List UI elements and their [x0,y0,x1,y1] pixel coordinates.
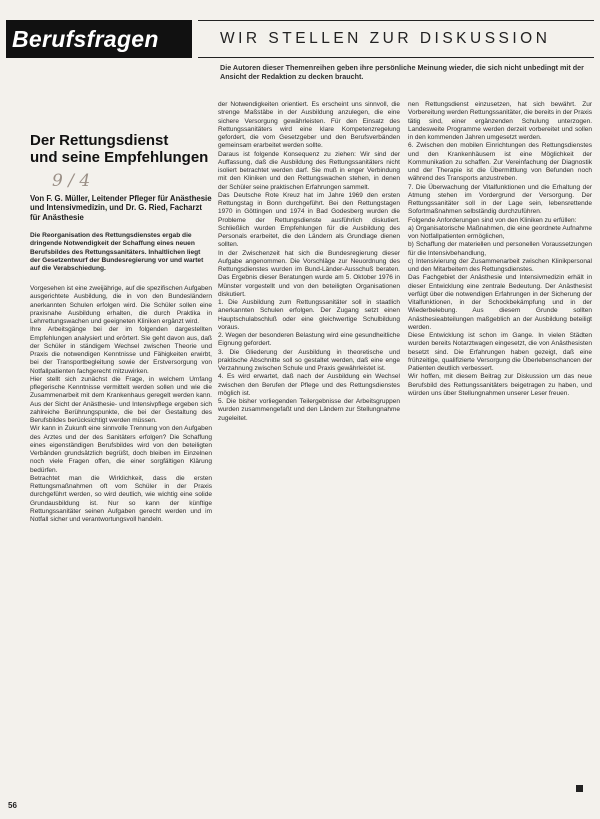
list-item: 1. Die Ausbildung zum Rettungssanitäter soll in staatlich anerkannten Schulen erfolgen. Der Zugang setzt einen Hauptschulabschluß oder eine gleichwertige Schulbildung voraus. [218,299,400,331]
section-label: Berufsfragen [6,20,192,58]
body-paragraph: Betrachtet man die Wirklichkeit, dass die ersten Rettungsmaßnahmen oft vom Schüler in der Praxis durchgeführt werden, so wird deutlich, wie wichtig eine solide Grundausbildung ist. Nur so kann der künftige Rettungssanitäter seinen Aufgaben gerecht werden und im Notfall sicher und verantwortungsvoll handeln. [30,474,212,524]
handwritten-note: 9 / 4 [52,171,91,191]
body-paragraph: Daraus ist folgende Konsequenz zu ziehen: Wir sind der Auffassung, daß die Ausbildung des Rettungssanitäters nicht isoliert betrachtet werden darf. Sie muß in enger Verbindung mit den Kliniken und den Rettungswachen stehen, in denen der Schüler seine praktischen Erfahrungen sammelt. [218,150,400,191]
end-of-article-marker [576,785,583,792]
body-paragraph: Diese Entwicklung ist schon im Gange. In vielen Städten wurden bereits Notarztwagen eingesetzt, die von Anästhesisten besetzt sind. Die Erfahrungen haben gezeigt, daß eine frühzeitige, qualifizierte Versorgung die Überlebenschancen der Patienten deutlich verbessert. [408,332,592,372]
body-paragraph: Das Fachgebiet der Anästhesie und Intensivmedizin erhält in dieser Entwicklung eine zentrale Bedeutung. Der Anästhesist verfügt über die notwendigen Erfahrungen in der Sicherung der Vitalfunktionen, in der Schockbekämpfung und in der Wiederbelebung. Aus diesem Grunde sollten Anästhesieabteilungen maßgeblich an der Ausbildung beteiligt werden. [408,274,592,331]
list-item: a) Organisatorische Maßnahmen, die eine geordnete Aufnahme von Notfallpatienten ermöglichen, [408,224,592,240]
list-item: 4. Es wird erwartet, daß nach der Ausbildung ein Wechsel zwischen den Berufen der Pflege und des Rettungsdienstes möglich ist. [218,373,400,397]
list-item: 5. Die bisher vorliegenden Teilergebnisse der Arbeitsgruppen wurden zusammengefaßt und den Ländern zur Stellungnahme zugeleitet. [218,398,400,422]
body-paragraph: Wir hoffen, mit diesem Beitrag zur Diskussion um das neue Berufsbild des Rettungssanitäters beigetragen zu haben, und würden uns über Stellungnahmen unserer Leser freuen. [408,373,592,397]
body-paragraph: Das Deutsche Rote Kreuz hat im Jahre 1969 den ersten Rettungstag in Bonn durchgeführt. Bei den Rettungstagen 1970 in Göttingen und 1974 in Bad Godesberg wurden die Probleme der Rettungsdienste ausführlich diskutiert. Schließlich wurden Empfehlungen für die Ausbildung des Personals erarbeitet, die den Ländern als Grundlage dienen sollten. [218,191,400,249]
article-abstract: Die Reorganisation des Rettungsdienstes ergab die dringende Notwendigkeit der Schaffung eines neuen Berufsbildes des Rettungssanitäters. Inhaltlichen liegt der Gesetzentwurf der Bundesregierung vor und wartet auf die Verabschiedung. [30,232,204,273]
body-paragraph: nen Rettungsdienst einzusetzen, hat sich bewährt. Zur Vorbereitung werden Rettungssanitäter, die bereits in der Praxis tätig sind, einer ergänzenden Schulung unterzogen. Landesweite Programme werden derzeit vorbereitet und sollen in den kommenden Jahren umgesetzt werden. [408,101,592,141]
list-item: 3. Die Gliederung der Ausbildung in theoretische und praktische Abschnitte soll so gestaltet werden, daß eine enge Verzahnung zwischen Schule und Praxis gewährleistet ist. [218,348,400,372]
middle-column [218,101,400,423]
left-column-body [30,285,212,524]
body-paragraph: Wir kann in Zukunft eine sinnvolle Trennung von den Aufgaben des Arztes und der des Sanitäters erfolgen? Die Schaffung eines eigenständigen Berufsbildes wird von den beteiligten Verbänden grundsätzlich begrüßt, doch bleiben im Einzelnen noch viele Fragen offen, die einer sorgfältigen Klärung bedürfen. [30,425,212,474]
body-paragraph: Vorgesehen ist eine zweijährige, auf die spezifischen Aufgaben ausgerichtete Ausbildung, die in von den Bundesländern anerkannten Schulen erfolgen wird. Die Schüler sollen eine praxisnahe Ausbildung erhalten, die durch Praktika in Lehrrettungswachen und geeigneten Kliniken ergänzt wird. [30,285,212,326]
author-byline: Von F. G. Müller, Leitender Pfleger für Anästhesie und Intensivmedizin, und Dr. G. Ried, Facharzt für Anästhesie [30,194,212,222]
list-item: b) Schaffung der materiellen und personellen Voraussetzungen für die Intensivbehandlung, [408,241,592,257]
page-header [6,20,594,58]
article-title-line1: Der Rettungsdienst [30,132,169,149]
article-title [30,132,212,166]
list-item: c) Intensivierung der Zusammenarbeit zwischen Klinikpersonal und den Mitarbeitern des Rettungsdienstes. [408,257,592,273]
list-item: 2. Wegen der besonderen Belastung wird eine gesundheitliche Eignung gefordert. [218,332,400,348]
body-paragraph: der Notwendigkeiten orientiert. Es erscheint uns sinnvoll, die strenge Maßstäbe in der Ausbildung anzulegen, die eine sichere Versorgung gewährleisten. Für den Einsatz des Rettungssanitäters wird eine klare Kompetenzregelung gefordert, die vom Gesetzgeber und den Berufsverbänden gemeinsam erarbeitet werden sollte. [218,101,400,150]
body-paragraph: 6. Zwischen den mobilen Einrichtungen des Rettungsdienstes und den Krankenhäusern ist eine Möglichkeit der Kommunikation zu schaffen. Zur Vereinfachung der Diagnostik und der Therapie ist die Übermittlung von Befunden noch während des Transports anzustreben. [408,142,592,183]
body-paragraph: Ihre Arbeitsgänge bei der im folgenden dargestellten Empfehlungen analysiert und erörtert. Sie geht davon aus, daß der Schüler in ständigem Wechsel zwischen Theorie und Praxis die notwendigen Kenntnisse und Fähigkeiten erwirbt, bei der Transportbegleitung sowie der Erstversorgung von Notfallpatienten fachgerecht mitzuwirken. [30,326,212,375]
body-paragraph: Folgende Anforderungen sind von den Kliniken zu erfüllen: [408,216,577,224]
editorial-disclaimer: Die Autoren dieser Themenreihen geben ihre persönliche Meinung wieder, die sich nicht unbedingt mit der Ansicht der Redaktion zu decken braucht. [220,63,584,81]
body-paragraph: 7. Die Überwachung der Vitalfunktionen und die Erhaltung der Atmung stehen im Vordergrund der Versorgung. Der Rettungssanitäter soll in der Lage sein, lebensrettende Sofortmaßnahmen selbständig durchzuführen. [408,183,592,216]
left-column [30,132,212,524]
page-number: 56 [8,801,17,810]
article-title-line2: und seine Empfehlungen [30,149,209,166]
discussion-banner: WIR STELLEN ZUR DISKUSSION [198,20,594,58]
body-paragraph: In der Zwischenzeit hat sich die Bundesregierung dieser Aufgabe angenommen. Die Vorschläge zur Neuordnung des Rettungsdienstes wurden im Bund-Länder-Ausschuß beraten. Das Ergebnis dieser Beratungen wurde am 5. Oktober 1976 in Münster vorgestellt und von den beteiligten Organisationen diskutiert. [218,249,400,298]
right-column [408,101,592,398]
body-paragraph: Hier stellt sich zunächst die Frage, in welchem Umfang pflegerische Kenntnisse vermittelt werden sollen und wie die Zusammenarbeit mit dem Krankenhaus geregelt werden kann. Aus der Sicht der Anästhesie- und Intensivpflege ergeben sich zahlreiche Berührungspunkte, die bei der Gestaltung des Berufsbildes berücksichtigt werden müssen. [30,375,212,425]
